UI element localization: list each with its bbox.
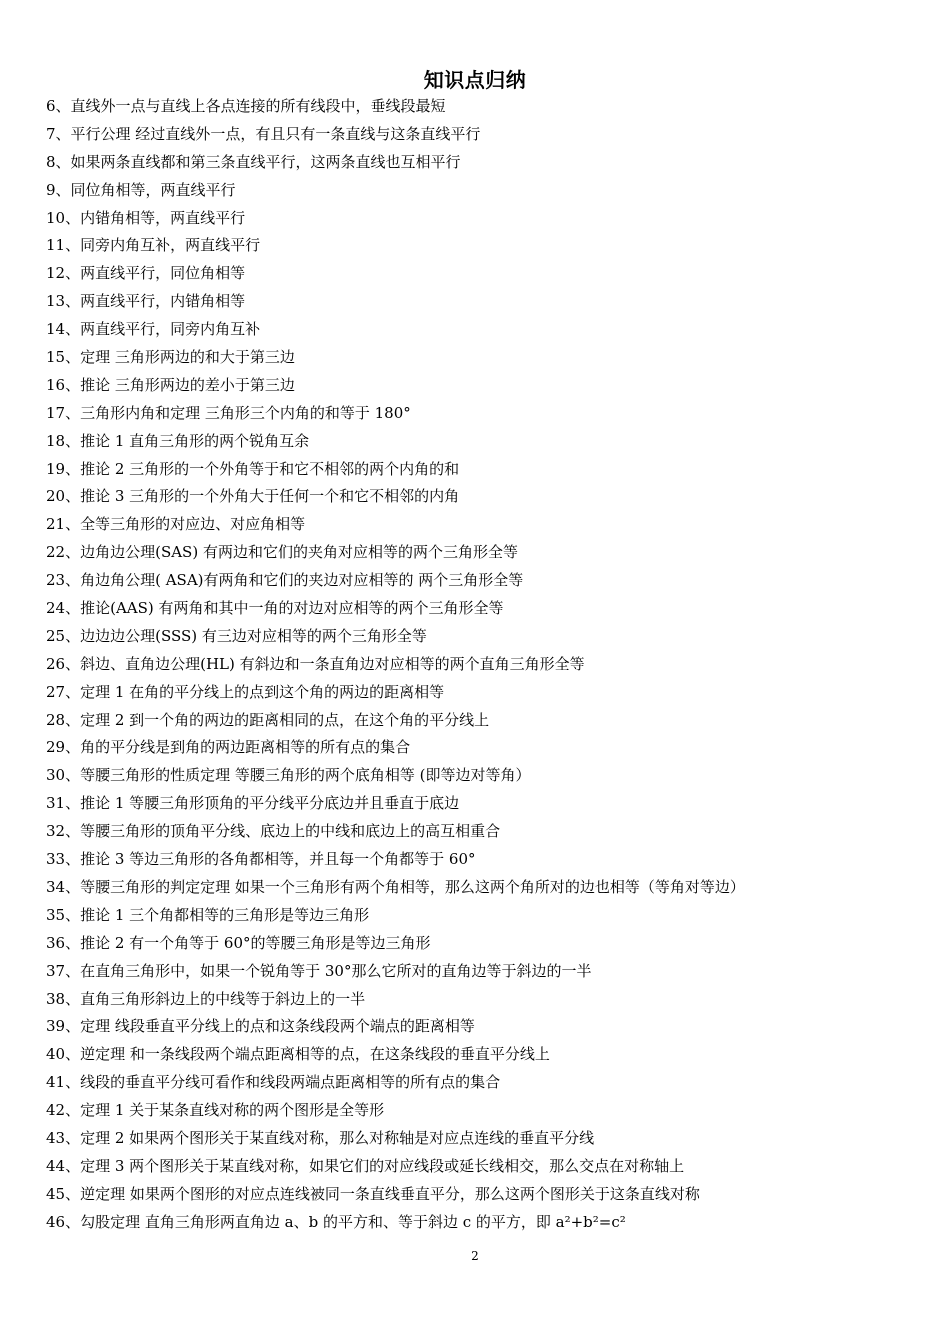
list-item: 14、两直线平行，同旁内角互补 xyxy=(46,320,261,339)
list-item: 10、内错角相等，两直线平行 xyxy=(46,208,246,227)
list-item: 11、同旁内角互补，两直线平行 xyxy=(46,236,261,255)
list-item: 15、定理 三角形两边的和大于第三边 xyxy=(46,348,295,367)
list-item: 21、全等三角形的对应边、对应角相等 xyxy=(46,515,306,534)
list-item: 32、等腰三角形的顶角平分线、底边上的中线和底边上的高互相重合 xyxy=(46,822,501,841)
list-item: 19、推论 2 三角形的一个外角等于和它不相邻的两个内角的和 xyxy=(46,459,460,478)
list-item: 46、勾股定理 直角三角形两直角边 a、b 的平方和、等于斜边 c 的平方，即 a²+b²=c² xyxy=(46,1212,626,1231)
list-item: 35、推论 1 三个角都相等的三角形是等边三角形 xyxy=(46,905,370,924)
list-item: 26、斜边、直角边公理(HL) 有斜边和一条直角边对应相等的两个直角三角形全等 xyxy=(46,654,585,673)
list-item: 36、推论 2 有一个角等于 60°的等腰三角形是等边三角形 xyxy=(46,933,431,952)
list-item: 42、定理 1 关于某条直线对称的两个图形是全等形 xyxy=(46,1101,385,1120)
list-item: 7、平行公理 经过直线外一点，有且只有一条直线与这条直线平行 xyxy=(46,124,481,143)
list-item: 44、定理 3 两个图形关于某直线对称，如果它们的对应线段或延长线相交，那么交点在对称轴上 xyxy=(46,1156,685,1175)
list-item: 37、在直角三角形中，如果一个锐角等于 30°那么它所对的直角边等于斜边的一半 xyxy=(46,961,592,980)
list-item: 33、推论 3 等边三角形的各角都相等，并且每一个角都等于 60° xyxy=(46,850,476,869)
list-item: 24、推论(AAS) 有两角和其中一角的对边对应相等的两个三角形全等 xyxy=(46,599,504,618)
list-item: 13、两直线平行，内错角相等 xyxy=(46,292,246,311)
list-item: 18、推论 1 直角三角形的两个锐角互余 xyxy=(46,431,310,450)
list-item: 34、等腰三角形的判定定理 如果一个三角形有两个角相等，那么这两个角所对的边也相等（等角对等边） xyxy=(46,877,745,896)
list-item: 12、两直线平行，同位角相等 xyxy=(46,264,246,283)
list-item: 16、推论 三角形两边的差小于第三边 xyxy=(46,375,295,394)
list-item: 38、直角三角形斜边上的中线等于斜边上的一半 xyxy=(46,989,366,1008)
list-item: 40、逆定理 和一条线段两个端点距离相等的点，在这条线段的垂直平分线上 xyxy=(46,1045,550,1064)
list-item: 8、如果两条直线都和第三条直线平行，这两条直线也互相平行 xyxy=(46,152,461,171)
page-number: 2 xyxy=(471,1249,479,1263)
list-item: 6、直线外一点与直线上各点连接的所有线段中，垂线段最短 xyxy=(46,97,446,115)
list-item: 27、定理 1 在角的平分线上的点到这个角的两边的距离相等 xyxy=(46,682,445,701)
list-item: 30、等腰三角形的性质定理 等腰三角形的两个底角相等 (即等边对等角） xyxy=(46,766,531,785)
list-item: 9、同位角相等，两直线平行 xyxy=(46,180,236,199)
theorem-list xyxy=(46,93,926,1237)
list-item: 31、推论 1 等腰三角形顶角的平分线平分底边并且垂直于底边 xyxy=(46,794,460,813)
list-item: 23、角边角公理( ASA)有两角和它们的夹边对应相等的 两个三角形全等 xyxy=(46,571,524,590)
list-item: 45、逆定理 如果两个图形的对应点连线被同一条直线垂直平分，那么这两个图形关于这条直线对称 xyxy=(46,1184,700,1203)
list-item: 22、边角边公理(SAS) 有两边和它们的夹角对应相等的两个三角形全等 xyxy=(46,543,518,562)
list-item: 39、定理 线段垂直平分线上的点和这条线段两个端点的距离相等 xyxy=(46,1017,475,1036)
list-item: 41、线段的垂直平分线可看作和线段两端点距离相等的所有点的集合 xyxy=(46,1073,501,1092)
list-item: 25、边边边公理(SSS) 有三边对应相等的两个三角形全等 xyxy=(46,626,427,645)
list-item: 20、推论 3 三角形的一个外角大于任何一个和它不相邻的内角 xyxy=(46,487,460,506)
list-item: 43、定理 2 如果两个图形关于某直线对称，那么对称轴是对应点连线的垂直平分线 xyxy=(46,1128,595,1147)
list-item: 29、角的平分线是到角的两边距离相等的所有点的集合 xyxy=(46,738,411,757)
list-item: 28、定理 2 到一个角的两边的距离相同的点，在这个角的平分线上 xyxy=(46,710,490,729)
list-item: 17、三角形内角和定理 三角形三个内角的和等于 180° xyxy=(46,403,411,422)
document-title: 知识点归纳 xyxy=(423,68,527,92)
